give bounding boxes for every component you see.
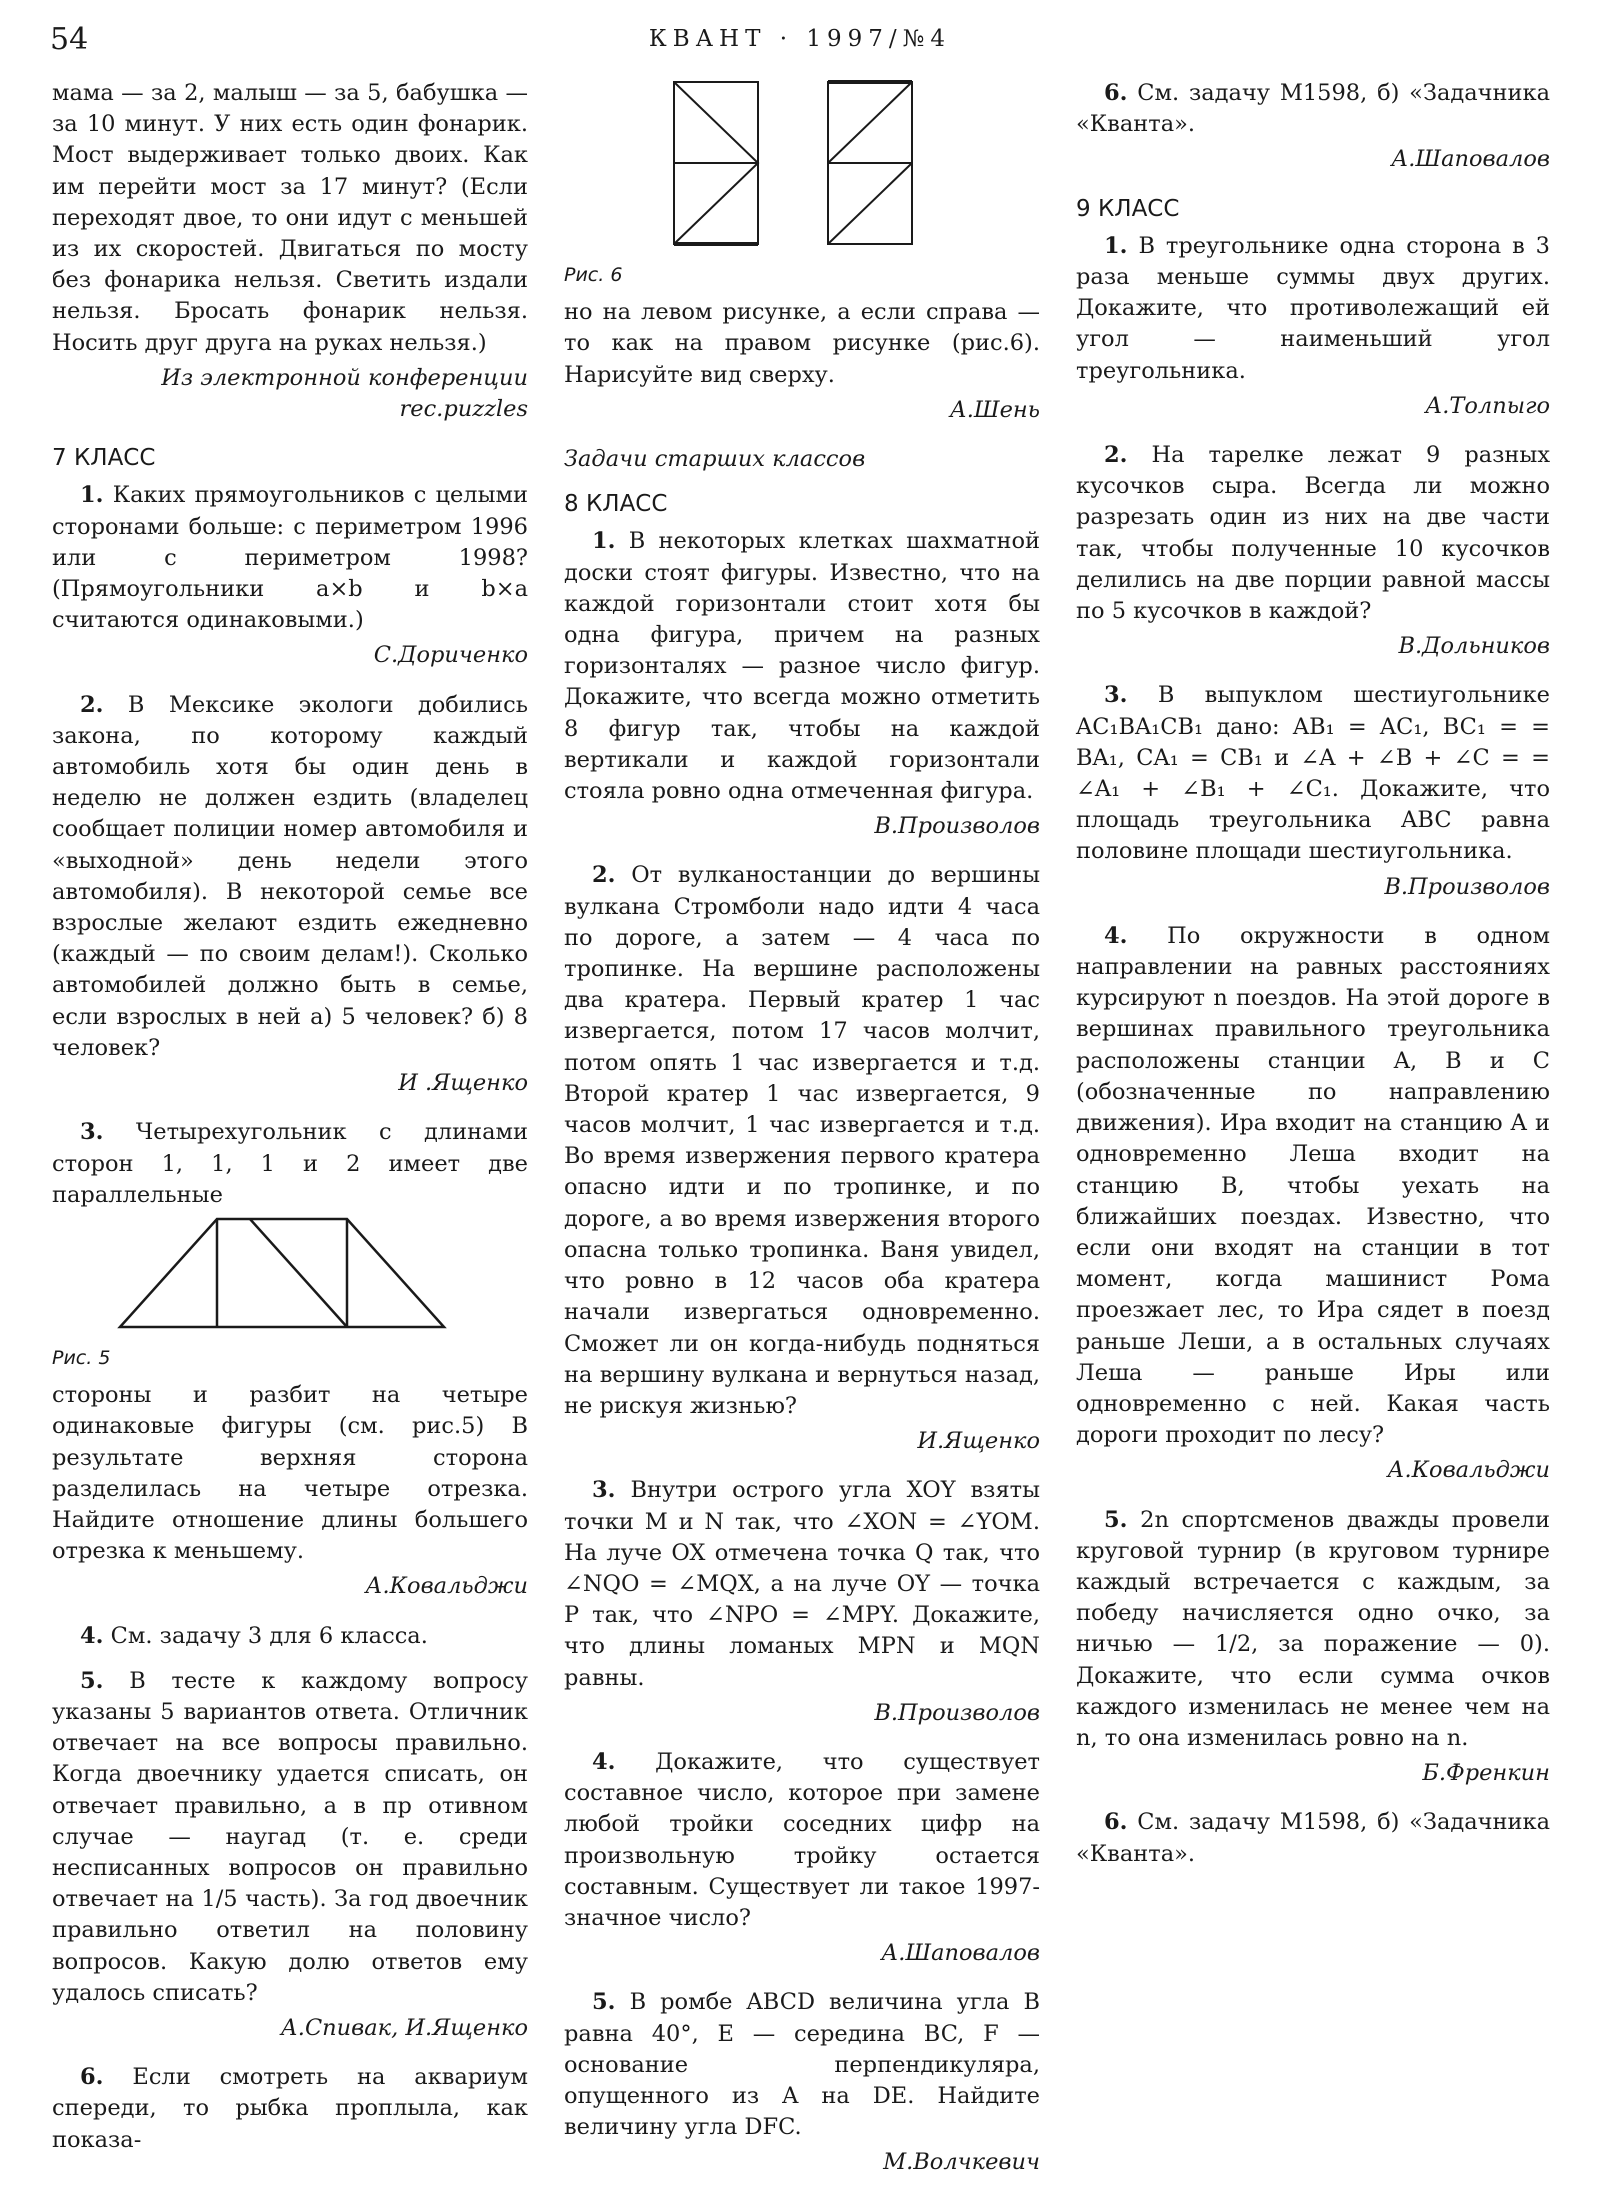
problem-9-4-author: А.Ковальджи xyxy=(1387,1457,1550,1484)
problem-text: См. задачу М1598, б) «Задачника «Кванта». xyxy=(1076,1809,1550,1867)
right-view-fish-path xyxy=(828,82,912,163)
problem-9-3-author: В.Произволов xyxy=(1384,873,1550,900)
problem-8-4 xyxy=(564,1747,1040,1934)
senior-section-heading: Задачи старших классов xyxy=(564,446,866,473)
problem-7-6-author: А.Шень xyxy=(949,396,1040,423)
figure-6-aquarium-views xyxy=(564,78,1040,258)
problem-number: 6. xyxy=(80,2064,104,2091)
problem-9-4 xyxy=(1076,921,1550,1451)
divider-line xyxy=(250,1219,347,1327)
problem-text: Докажите, что существует составное число, которое при замене любой тройки соседних цифр на произвольную тройку остается составным. Существует ли такое 1997-значное число? xyxy=(564,1748,1040,1931)
problem-7-3 xyxy=(52,1117,528,1211)
problem-9-1-author: А.Толпыго xyxy=(1425,392,1550,419)
problem-number: 4. xyxy=(80,1622,104,1649)
problem-number: 2. xyxy=(592,862,616,889)
problem-9-2-author: В.Дольников xyxy=(1398,633,1550,660)
problem-7-1-author: С.Дориченко xyxy=(373,642,528,669)
grade-9-heading: 9 КЛАСС xyxy=(1076,195,1180,222)
problem-9-5 xyxy=(1076,1505,1550,1755)
problem-8-1 xyxy=(564,526,1040,807)
problem-text: В ромбе ABCD величина угла B равна 40°, E — середина BC, F — основание перпендикуляра, опущенного из A на DE. Найдите величину угла DFC. xyxy=(564,1989,1040,2141)
problem-text: По окружности в одном направлении на равных расстояниях курсируют n поездов. На этой дороге в вершинах правильного треугольника расположены станции A, B и C (обозначенные по направлению движения). Ира входит на станцию A и одновременно Леша входит на станцию B, чтобы уехать на ближайших поездах. Известно, что если они входят на станции в тот момент, когда машинист Рома проезжает лес, то Ира сядет в поезд раньше Леши, а в остальных случаях Леша — раньше Иры или одновременно с ней. Какая часть дороги проходит по лесу? xyxy=(1076,922,1550,1449)
grade-8-heading: 8 КЛАСС xyxy=(564,491,668,518)
problem-text: Четырехугольник с длинами сторон 1, 1, 1 и 2 имеет две параллельные xyxy=(52,1119,528,1208)
problem-text: См. задачу 3 для 6 класса. xyxy=(110,1622,428,1649)
problem-9-3 xyxy=(1076,680,1550,867)
grade-7-heading: 7 КЛАСС xyxy=(52,445,156,472)
problem-9-1 xyxy=(1076,231,1550,387)
figure-6-caption: Рис. 6 xyxy=(564,264,623,286)
problem-7-6b xyxy=(1076,78,1550,140)
problem-number: 3. xyxy=(592,1477,616,1504)
problem-text: Внутри острого угла XOY взяты точки M и N так, что ∠XON = ∠YOM. На луче OX отмечена точка Q так, что ∠NQO = ∠MQX, а на луче OY — точка P так, что ∠NPO = ∠MPY. Докажите, что длины ломаных MPN и MQN равны. xyxy=(564,1477,1041,1691)
page-number: 54 xyxy=(50,22,89,57)
problem-text: В тесте к каждому вопросу указаны 5 вариантов ответа. Отличник отвечает на все вопросы правильно. Когда двоечнику удается списать, он отвечает правильно, а в пр отивном случае — наугад (т. е. среди несписанных вопросов он правильно отвечает на 1/5 часть). За год двоечник правильно ответил на половину вопросов. Какую долю ответов ему удалось списать? xyxy=(52,1667,528,2006)
problem-banker-author: А.Шаповалов xyxy=(1391,146,1550,173)
problem-text: Если смотреть на аквариум спереди, то рыбка проплыла, как показа- xyxy=(52,2064,528,2153)
problem-text: См. задачу М1598, б) «Задачника «Кванта». xyxy=(1076,80,1550,138)
problem-8-2 xyxy=(564,860,1040,1422)
problem-8-2-author: И.Ященко xyxy=(917,1428,1040,1455)
problem-8-4-author: А.Шаповалов xyxy=(881,1940,1040,1967)
problem-number: 1. xyxy=(1104,232,1128,259)
problem-number: 3. xyxy=(80,1119,104,1146)
column-left xyxy=(52,78,528,2156)
problem-number: 5. xyxy=(592,1989,616,2016)
problem-7-5 xyxy=(52,1666,528,2009)
problem-number: 5. xyxy=(80,1667,104,1694)
problem-number: 1. xyxy=(80,482,104,509)
problem-number: 6. xyxy=(1104,1809,1128,1836)
problem-7-1 xyxy=(52,480,528,636)
problem-text: Каких прямоугольников с целыми сторонами больше: с периметром 1996 или с периметром 1998? (Прямоугольники a×b и b×a считаются одинаковыми.) xyxy=(52,482,528,634)
figure-5-trapezoid xyxy=(52,1211,528,1341)
problem-number: 1. xyxy=(592,528,616,555)
problem-number: 4. xyxy=(592,1748,616,1775)
journal-title: КВАНТ · 1997/№4 xyxy=(648,26,952,52)
problem-8-3 xyxy=(564,1475,1040,1693)
figure-5-caption: Рис. 5 xyxy=(52,1346,111,1369)
problem-text: 2n спортсменов дважды провели круговой турнир (в круговом турнире каждый встречается с каждым, за победу начисляется одно очко, за ничью — 1/2, за поражение — 0). Докажите, что если сумма очков каждого изменилась не менее чем на n, то она изменилась ровно на n. xyxy=(1076,1506,1551,1751)
problem-number: 4. xyxy=(1104,922,1128,949)
problem-9-2 xyxy=(1076,440,1550,627)
problem-7-2 xyxy=(52,690,528,1064)
column-middle xyxy=(564,78,1040,2197)
problem-text: От вулканостанции до вершины вулкана Стромболи надо идти 4 часа по дороге, а затем — 4 часа по тропинке. На вершине расположены два кратера. Первый кратер 1 час извергается, потом 17 часов молчит, потом опять 1 час извергается и т.д. Второй кратер 1 час извергается, 9 часов молчит, 1 час извергается и т.д. Во время извержения первого кратера опасно идти и по тропинке, и по дороге, а во время извержения второго опасна только тропинка. Ваня увидел, что ровно в 12 часов оба кратера начали извергаться одновременно. Сможет ли он когда-нибудь подняться на вершину вулкана и вернуться назад, не рискуя жизнью? xyxy=(564,862,1040,1419)
problem-text: В выпуклом шестиугольнике AC₁BA₁CB₁ дано: AB₁ = AC₁, BC₁ = = BA₁, CA₁ = CB₁ и ∠A + ∠B + ∠C = = ∠A₁ + ∠B₁ + ∠C₁. Докажите, что площадь треугольника ABC равна половине площади шестиугольника. xyxy=(1076,682,1550,865)
page-header xyxy=(0,22,1600,62)
problem-9-5-author: Б.Френкин xyxy=(1422,1760,1550,1787)
source-line-1: Из электронной конференции xyxy=(161,364,528,391)
problem-7-4 xyxy=(52,1621,528,1652)
problem-7-3-author: А.Ковальджи xyxy=(365,1573,528,1600)
problem-7-6 xyxy=(52,2062,528,2156)
problem-number: 5. xyxy=(1104,1506,1128,1533)
trapezoid-outline xyxy=(120,1219,444,1327)
bridge-problem-continuation: мама — за 2, малыш — за 5, бабушка — за 10 минут. У них есть один фонарик. Мост выдерживает только двоих. Как им перейти мост за 17 минут? (Если переходят двое, то они идут с меньшей из их скоростей. Двигаться по мосту без фонарика нельзя. Светить издали нельзя. Бросать фонарик нельзя. Носить друг друга на руках нельзя.) xyxy=(52,80,528,356)
problem-number: 3. xyxy=(1104,682,1128,709)
column-right xyxy=(1076,78,1550,1870)
problem-text: На тарелке лежат 9 разных кусочков сыра. Всегда ли можно разрезать один из них на две части так, чтобы полученные 10 кусочков делились на две порции равной массы по 5 кусочков в каждой? xyxy=(1076,442,1551,625)
problem-text: В некоторых клетках шахматной доски стоят фигуры. Известно, что на каждой горизонтали стоит хотя бы одна фигура, причем на разных горизонталях — разное число фигур. Докажите, что всегда можно отметить 8 фигур так, чтобы на каждой вертикали и каждой горизонтали стояла ровно одна отмеченная фигура. xyxy=(564,528,1040,805)
problem-7-2-author: И .Ященко xyxy=(398,1070,528,1097)
problem-7-5-author: А.Спивак, И.Ященко xyxy=(280,2014,528,2041)
problem-number: 2. xyxy=(80,691,104,718)
problem-8-3-author: В.Произволов xyxy=(874,1699,1040,1726)
problem-text: В треугольнике одна сторона в 3 раза меньше суммы двух других. Докажите, что противолежащий ей угол — наименьший угол треугольника. xyxy=(1076,232,1550,384)
problem-8-1-author: В.Произволов xyxy=(874,813,1040,840)
right-view-fish-path xyxy=(828,163,912,244)
problem-number: 2. xyxy=(1104,442,1128,469)
problem-8-5 xyxy=(564,1987,1040,2143)
problem-7-3-continuation: стороны и разбит на четыре одинаковые фигуры (см. рис.5) В результате верхняя сторона разделилась на четыре отрезка. Найдите отношение длины большего отрезка к меньшему. xyxy=(52,1382,528,1565)
problem-7-6-continuation: но на левом рисунке, а если справа — то как на правом рисунке (рис.6). Нарисуйте вид сверху. xyxy=(564,299,1040,388)
problem-text: В Мексике экологи добились закона, по которому каждый автомобиль хотя бы один день в неделю не должен ездить (владелец сообщает полиции номер автомобиля и «выходной» день недели этого автомобиля). В некоторой семье все взрослые желают ездить ежедневно (каждый — по своим делам!). Сколько автомобилей должно быть в семье, если взрослых в ней а) 5 человек? б) 8 человек? xyxy=(52,691,528,1061)
problem-9-6 xyxy=(1076,1807,1550,1869)
problem-8-5-author: М.Волчкевич xyxy=(883,2149,1040,2176)
source-line-2: rec.puzzles xyxy=(399,396,528,423)
problem-number: 6. xyxy=(1104,80,1128,106)
